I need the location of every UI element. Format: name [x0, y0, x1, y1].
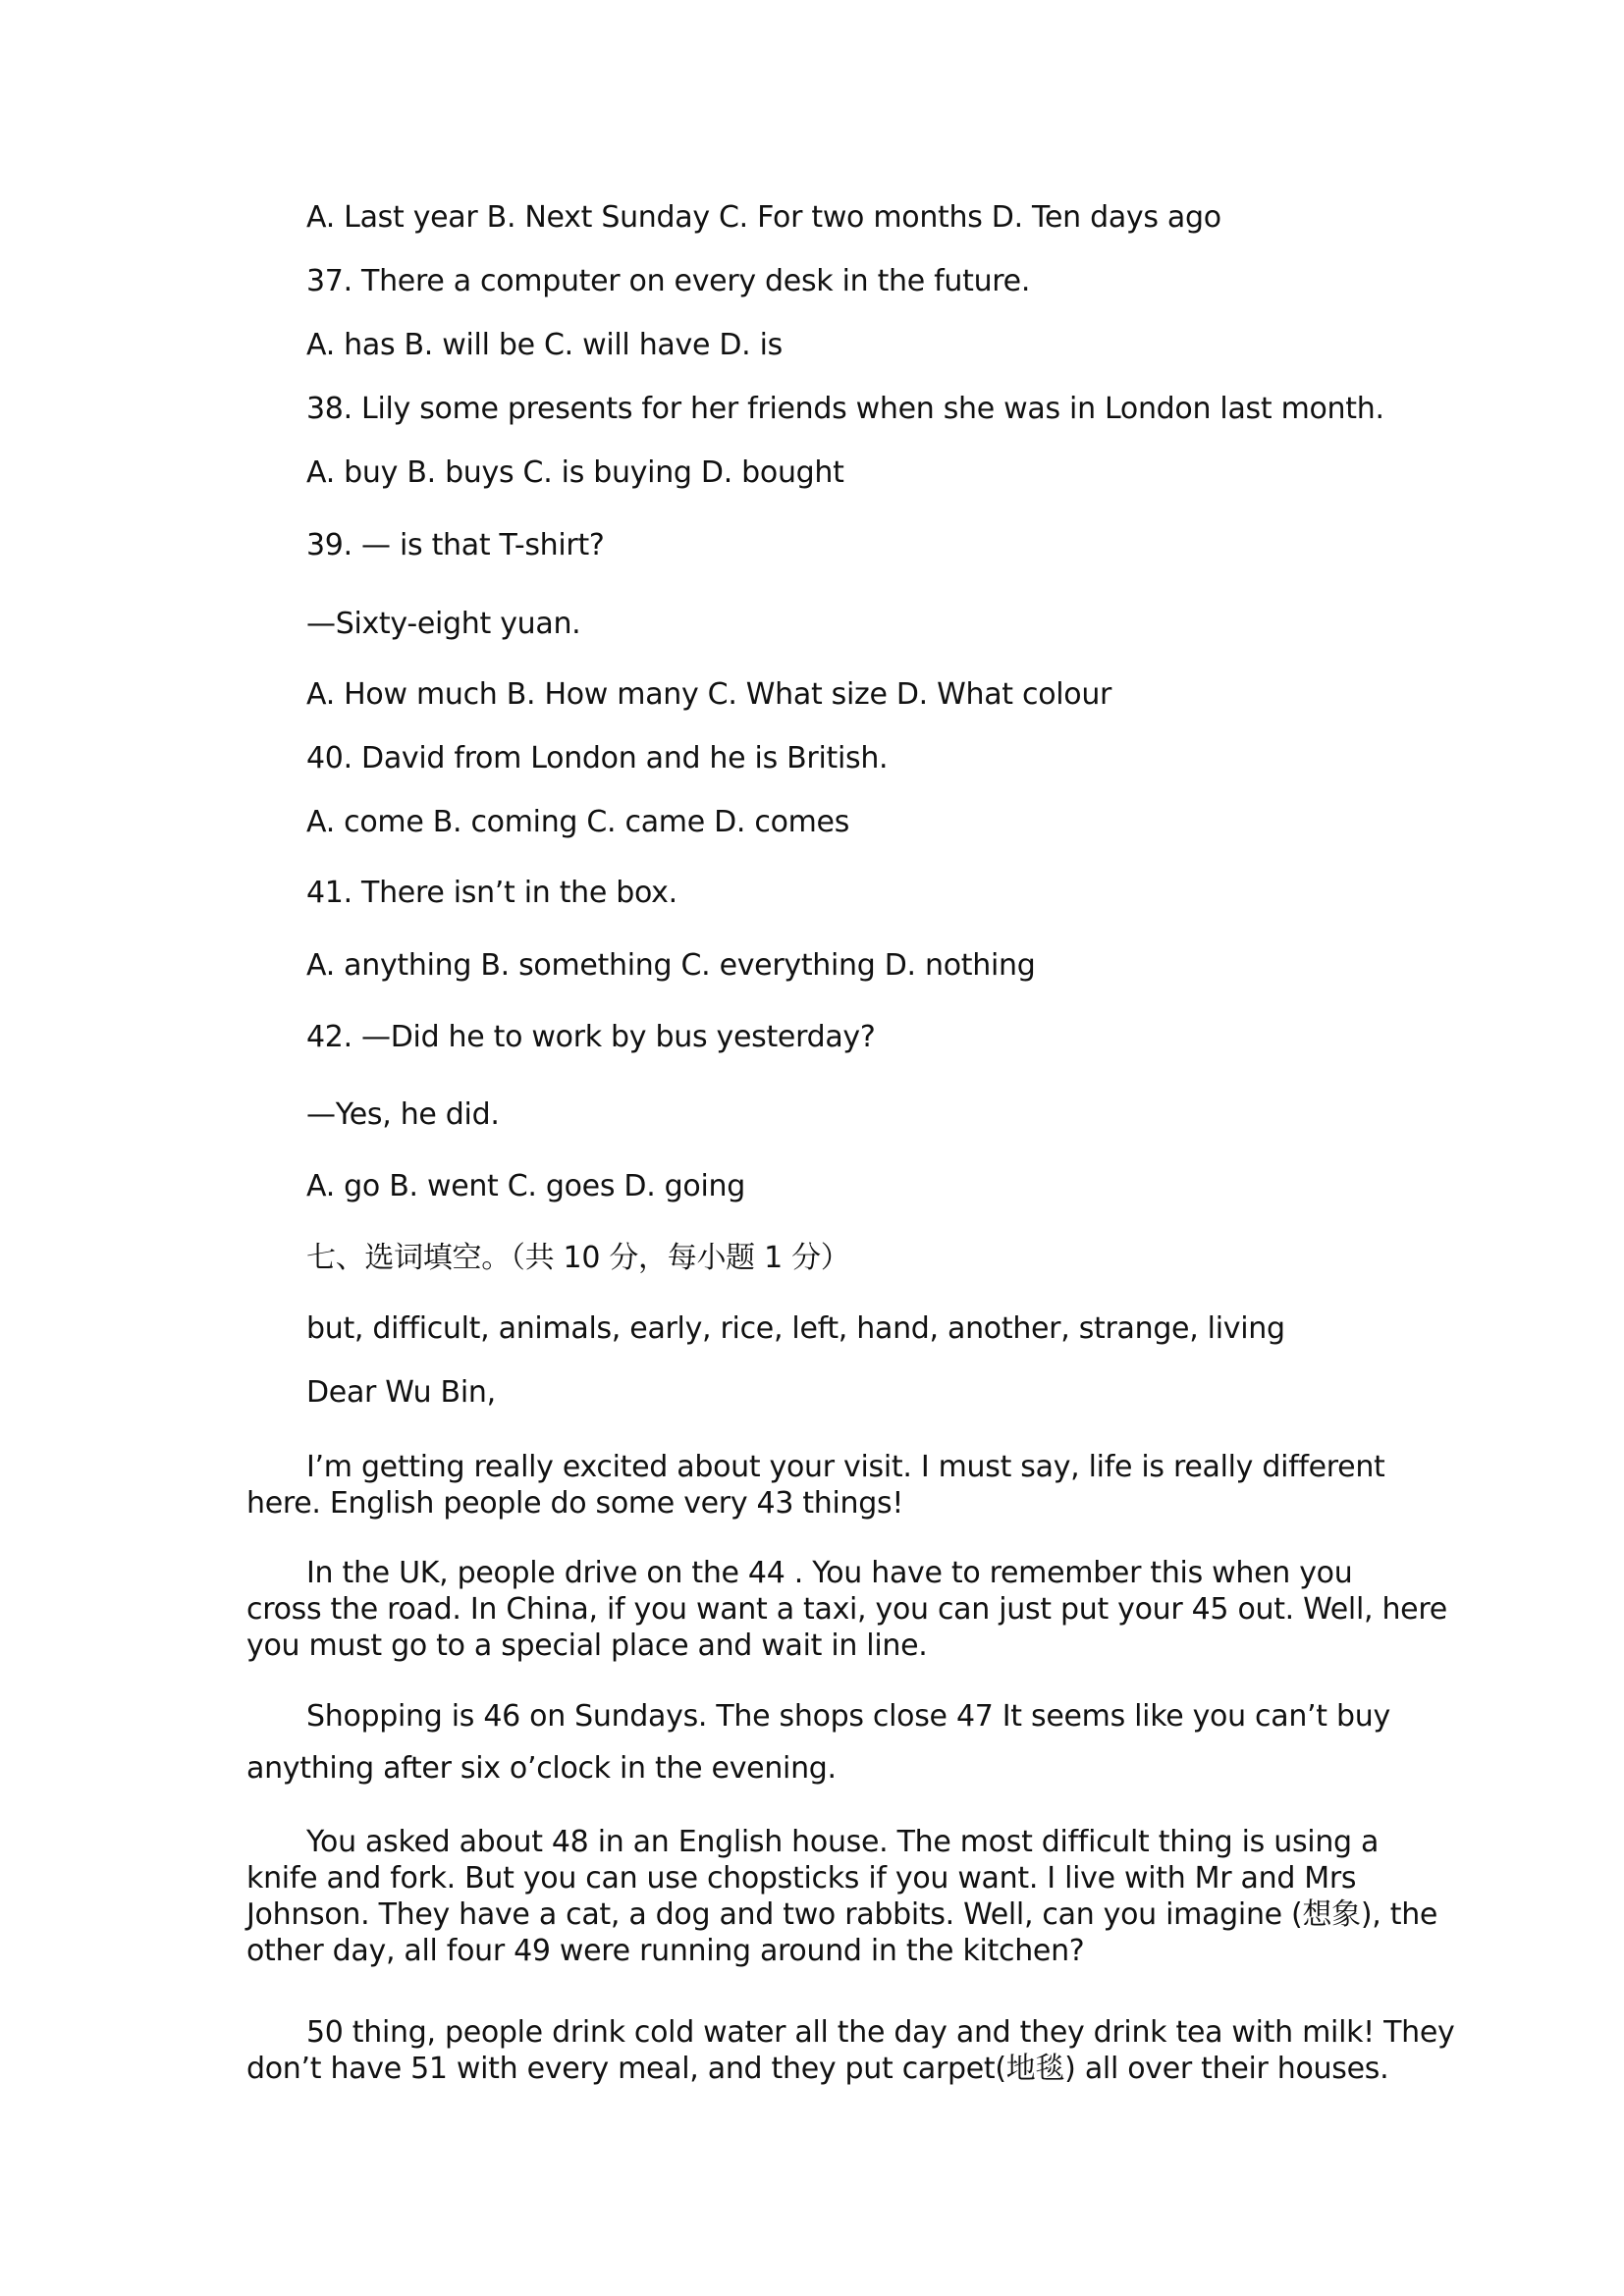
paragraph-line: anything after six o’clock in the evening. [246, 1751, 837, 1786]
paragraph-line: other day, all four 49 were running around in the kitchen? [246, 1934, 1085, 1968]
paragraph-line: knife and fork. But you can use chopsticks if you want. I live with Mr and Mrs [246, 1861, 1357, 1896]
letter-paragraph-4 [246, 1824, 1438, 1969]
paragraph-line: In the UK, people drive on the 44 . You have to remember this when you [306, 1556, 1353, 1590]
q41-options: A. anything B. something C. everything D. nothing [306, 948, 1036, 983]
q37-question: 37. There a computer on every desk in the future. [306, 264, 1031, 298]
paragraph-line: You asked about 48 in an English house. The most difficult thing is using a [306, 1825, 1380, 1859]
q41-question: 41. There isn’t in the box. [306, 876, 677, 910]
letter-paragraph-2 [246, 1555, 1447, 1664]
q42-answer: —Yes, he did. [306, 1097, 500, 1132]
q38-options: A. buy B. buys C. is buying D. bought [306, 455, 844, 490]
letter-salutation: Dear Wu Bin, [306, 1375, 496, 1410]
q39-question: 39. — is that T-shirt? [306, 528, 605, 562]
q37-options: A. has B. will be C. will have D. is [306, 328, 783, 362]
paragraph-line: don’t have 51 with every meal, and they put carpet(地毯) all over their houses. [246, 2052, 1389, 2086]
section-7-heading: 七、选词填空。（共 10 分，每小题 1 分） [306, 1241, 850, 1275]
q39-options: A. How much B. How many C. What size D. What colour [306, 677, 1112, 712]
q42-question: 42. —Did he to work by bus yesterday? [306, 1020, 876, 1054]
q38-question: 38. Lily some presents for her friends when she was in London last month. [306, 392, 1384, 426]
q42-options: A. go B. went C. goes D. going [306, 1169, 745, 1203]
letter-paragraph-1 [246, 1449, 1385, 1522]
paragraph-line: you must go to a special place and wait in line. [246, 1629, 928, 1663]
paragraph-line: 50 thing, people drink cold water all the day and they drink tea with milk! They [306, 2015, 1455, 2050]
paragraph-line: Johnson. They have a cat, a dog and two rabbits. Well, can you imagine (想象), the [246, 1897, 1438, 1932]
q40-options: A. come B. coming C. came D. comes [306, 805, 850, 839]
q36-options: A. Last year B. Next Sunday C. For two months D. Ten days ago [306, 200, 1221, 235]
letter-paragraph-5 [246, 2014, 1455, 2087]
paragraph-line: here. English people do some very 43 things! [246, 1486, 904, 1521]
paragraph-line: Shopping is 46 on Sundays. The shops close 47 It seems like you can’t buy [306, 1699, 1390, 1734]
q40-question: 40. David from London and he is British. [306, 741, 889, 775]
q39-answer: —Sixty-eight yuan. [306, 607, 581, 641]
letter-paragraph-3 [246, 1698, 1390, 1787]
paragraph-line: I’m getting really excited about your visit. I must say, life is really different [306, 1450, 1385, 1484]
word-bank: but, difficult, animals, early, rice, left, hand, another, strange, living [306, 1311, 1285, 1346]
paragraph-line: cross the road. In China, if you want a taxi, you can just put your 45 out. Well, here [246, 1592, 1447, 1627]
